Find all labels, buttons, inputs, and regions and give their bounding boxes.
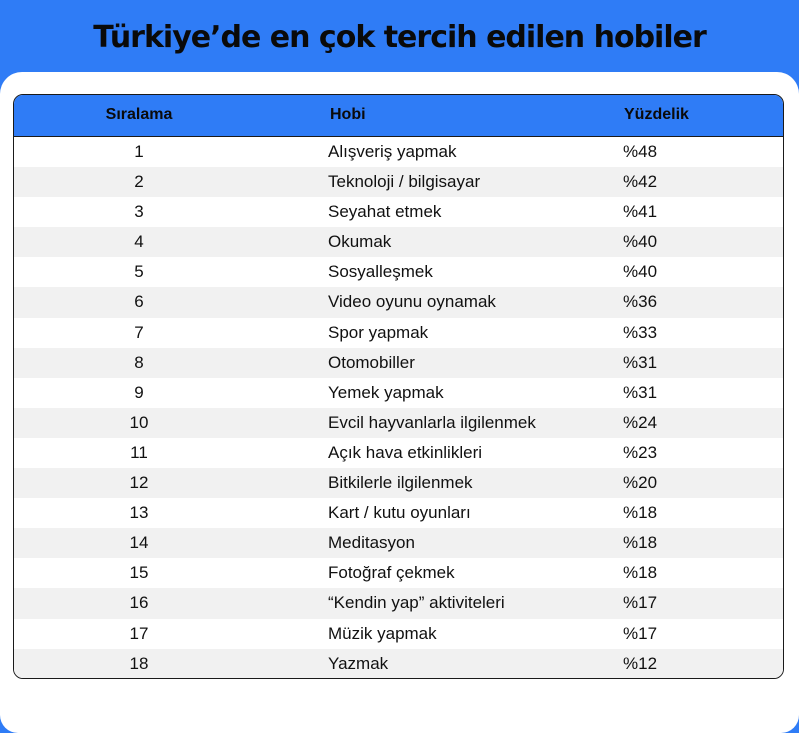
table-row [14,287,783,317]
table-row [14,378,783,408]
hobby-cell: Yazmak [328,653,389,673]
rank-cell: 11 [130,442,148,462]
rank-cell: 7 [134,322,144,342]
hobby-cell: Teknoloji / bilgisayar [328,172,481,192]
hobby-cell: Meditasyon [328,533,415,553]
hobby-cell: Müzik yapmak [328,623,437,643]
percentage-cell: %24 [623,412,658,432]
percentage-cell: %18 [623,563,658,583]
table-row [14,137,783,167]
hobby-cell: Sosyalleşmek [328,262,433,282]
percentage-cell: %18 [623,533,658,553]
rank-cell: 18 [129,653,149,673]
rank-cell: 9 [134,382,144,402]
percentage-cell: %18 [623,503,658,523]
header-rank: Sıralama [105,106,173,123]
rank-cell: 14 [129,533,149,553]
table-row [14,498,783,528]
page-title: Türkiye’de en çok tercih edilen hobiler [93,20,706,55]
percentage-cell: %17 [623,623,658,643]
hobby-cell: Otomobiller [328,352,415,372]
table-row [14,588,783,618]
rank-cell: 16 [129,593,149,613]
percentage-cell: %40 [623,262,658,282]
rank-cell: 15 [129,563,149,583]
rank-cell: 6 [134,292,144,312]
percentage-cell: %31 [623,352,658,372]
rank-cell: 17 [129,623,149,643]
hobby-cell: Yemek yapmak [328,382,444,402]
hobbies-table [13,94,784,679]
hobby-cell: Fotoğraf çekmek [328,563,455,583]
table-row [14,318,783,348]
table-row [14,257,783,287]
table-row [14,468,783,498]
header-hobby: Hobi [330,106,366,123]
rank-cell: 3 [134,202,144,222]
hobby-cell: Açık hava etkinlikleri [328,442,483,462]
hobby-cell: Spor yapmak [328,322,429,342]
table-row [14,619,783,649]
table-body [14,137,783,679]
hobby-cell: Okumak [328,232,392,252]
table-row [14,197,783,227]
table-header [14,95,783,137]
rank-cell: 2 [134,172,144,192]
hobby-cell: Kart / kutu oyunları [328,503,471,523]
percentage-cell: %42 [623,172,658,192]
percentage-cell: %36 [623,292,658,312]
table-row [14,348,783,378]
percentage-cell: %31 [623,382,658,402]
header-percentage: Yüzdelik [624,106,689,123]
rank-cell: 12 [129,473,149,493]
hobby-cell: “Kendin yap” aktiviteleri [328,593,505,613]
table-row [14,528,783,558]
table-row [14,408,783,438]
percentage-cell: %17 [623,593,658,613]
hobby-cell: Evcil hayvanlarla ilgilenmek [328,412,536,432]
title-band [0,0,799,72]
rank-cell: 13 [129,503,149,523]
rank-cell: 4 [134,232,144,252]
percentage-cell: %23 [623,442,658,462]
table-row [14,167,783,197]
table-row [14,227,783,257]
hobby-cell: Bitkilerle ilgilenmek [328,473,473,493]
table-row [14,558,783,588]
table-row [14,649,783,679]
hobby-cell: Alışveriş yapmak [328,142,457,161]
rank-cell: 5 [134,262,144,282]
percentage-cell: %12 [623,653,658,673]
percentage-cell: %33 [623,322,658,342]
table-row [14,438,783,468]
rank-cell: 10 [129,412,149,432]
percentage-cell: %20 [623,473,658,493]
hobby-cell: Video oyunu oynamak [328,292,496,312]
percentage-cell: %41 [623,202,658,222]
rank-cell: 1 [134,142,144,161]
hobby-cell: Seyahat etmek [328,202,442,222]
rank-cell: 8 [134,352,144,372]
percentage-cell: %40 [623,232,658,252]
percentage-cell: %48 [623,142,658,161]
